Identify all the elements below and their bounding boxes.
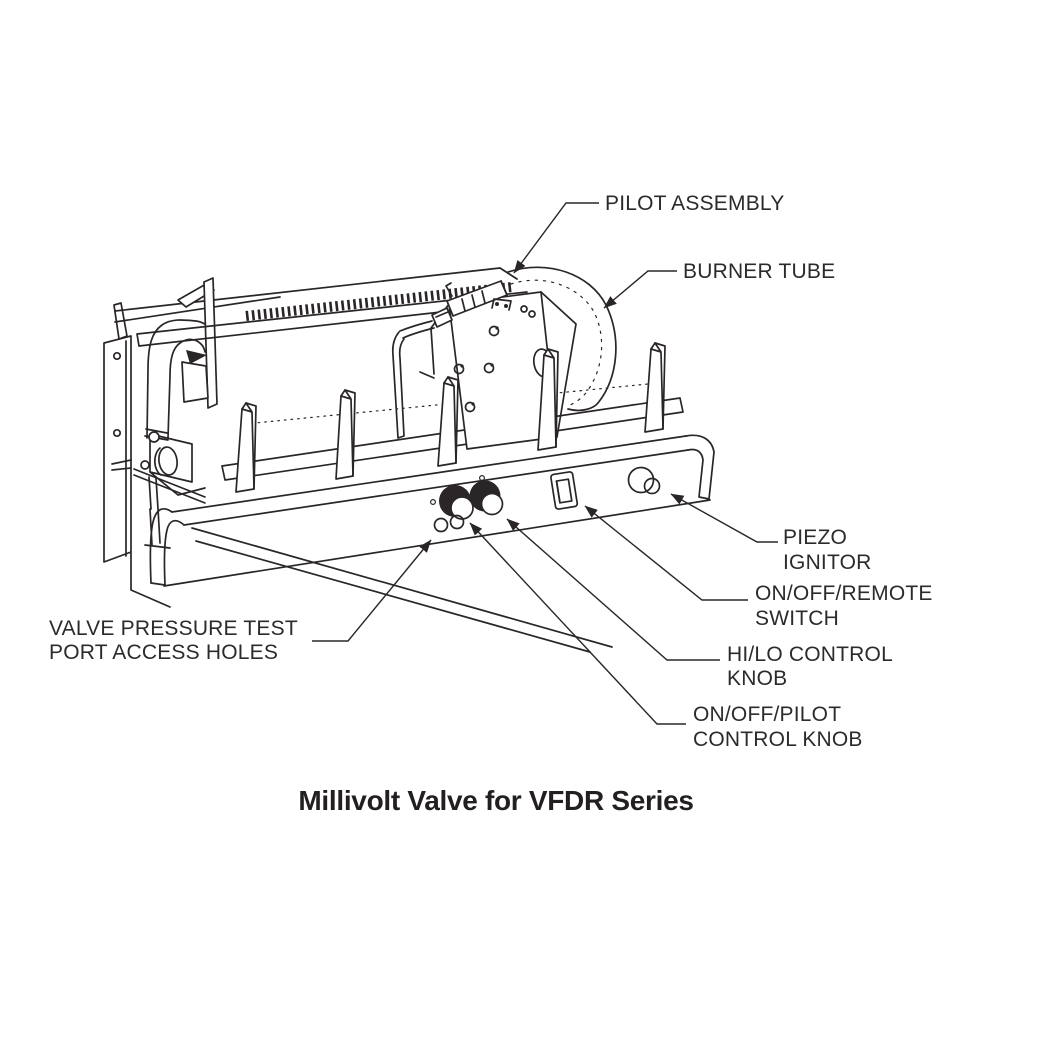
callout-valve-pressure-test-ports	[49, 540, 431, 664]
leader-line	[514, 203, 599, 273]
burner-body	[137, 287, 683, 480]
callout-piezo-ignitor	[671, 494, 872, 574]
callout-label: PILOT ASSEMBLY	[605, 192, 785, 215]
callout-label: VALVE PRESSURE TEST	[49, 617, 298, 640]
grate-finger	[438, 377, 458, 466]
piezo-ignitor-button	[629, 468, 660, 494]
callouts	[49, 192, 933, 751]
grate-finger	[336, 390, 355, 479]
thermocouple-tube	[393, 332, 404, 438]
callout-label: PORT ACCESS HOLES	[49, 641, 279, 664]
on-off-pilot-control-knob	[439, 485, 473, 519]
leader-line	[604, 271, 677, 308]
callout-label: PIEZO	[783, 526, 848, 549]
leader-line	[585, 506, 748, 600]
callout-label: IGNITOR	[783, 551, 872, 574]
grate-finger	[645, 343, 665, 432]
callout-label: KNOB	[727, 667, 788, 690]
callout-label: SWITCH	[755, 607, 840, 630]
callout-label: ON/OFF/REMOTE	[755, 582, 933, 605]
callout-burner-tube	[604, 260, 835, 308]
hi-lo-control-knob	[470, 481, 503, 515]
callout-label: CONTROL KNOB	[693, 728, 863, 751]
grate-finger	[236, 403, 256, 492]
callout-label: ON/OFF/PILOT	[693, 703, 842, 726]
leader-line	[671, 494, 778, 542]
callout-label: HI/LO CONTROL	[727, 643, 893, 666]
callout-label: BURNER TUBE	[683, 260, 836, 283]
valve-assembly-drawing	[104, 267, 714, 652]
leader-line	[470, 523, 686, 724]
on-off-remote-switch	[550, 471, 577, 509]
pressure-test-port-hole	[435, 519, 448, 532]
control-face	[431, 468, 660, 532]
callout-on-off-remote-switch	[585, 506, 933, 630]
diagram-title: Millivolt Valve for VFDR Series	[298, 785, 694, 816]
rear-bracket	[178, 278, 217, 408]
